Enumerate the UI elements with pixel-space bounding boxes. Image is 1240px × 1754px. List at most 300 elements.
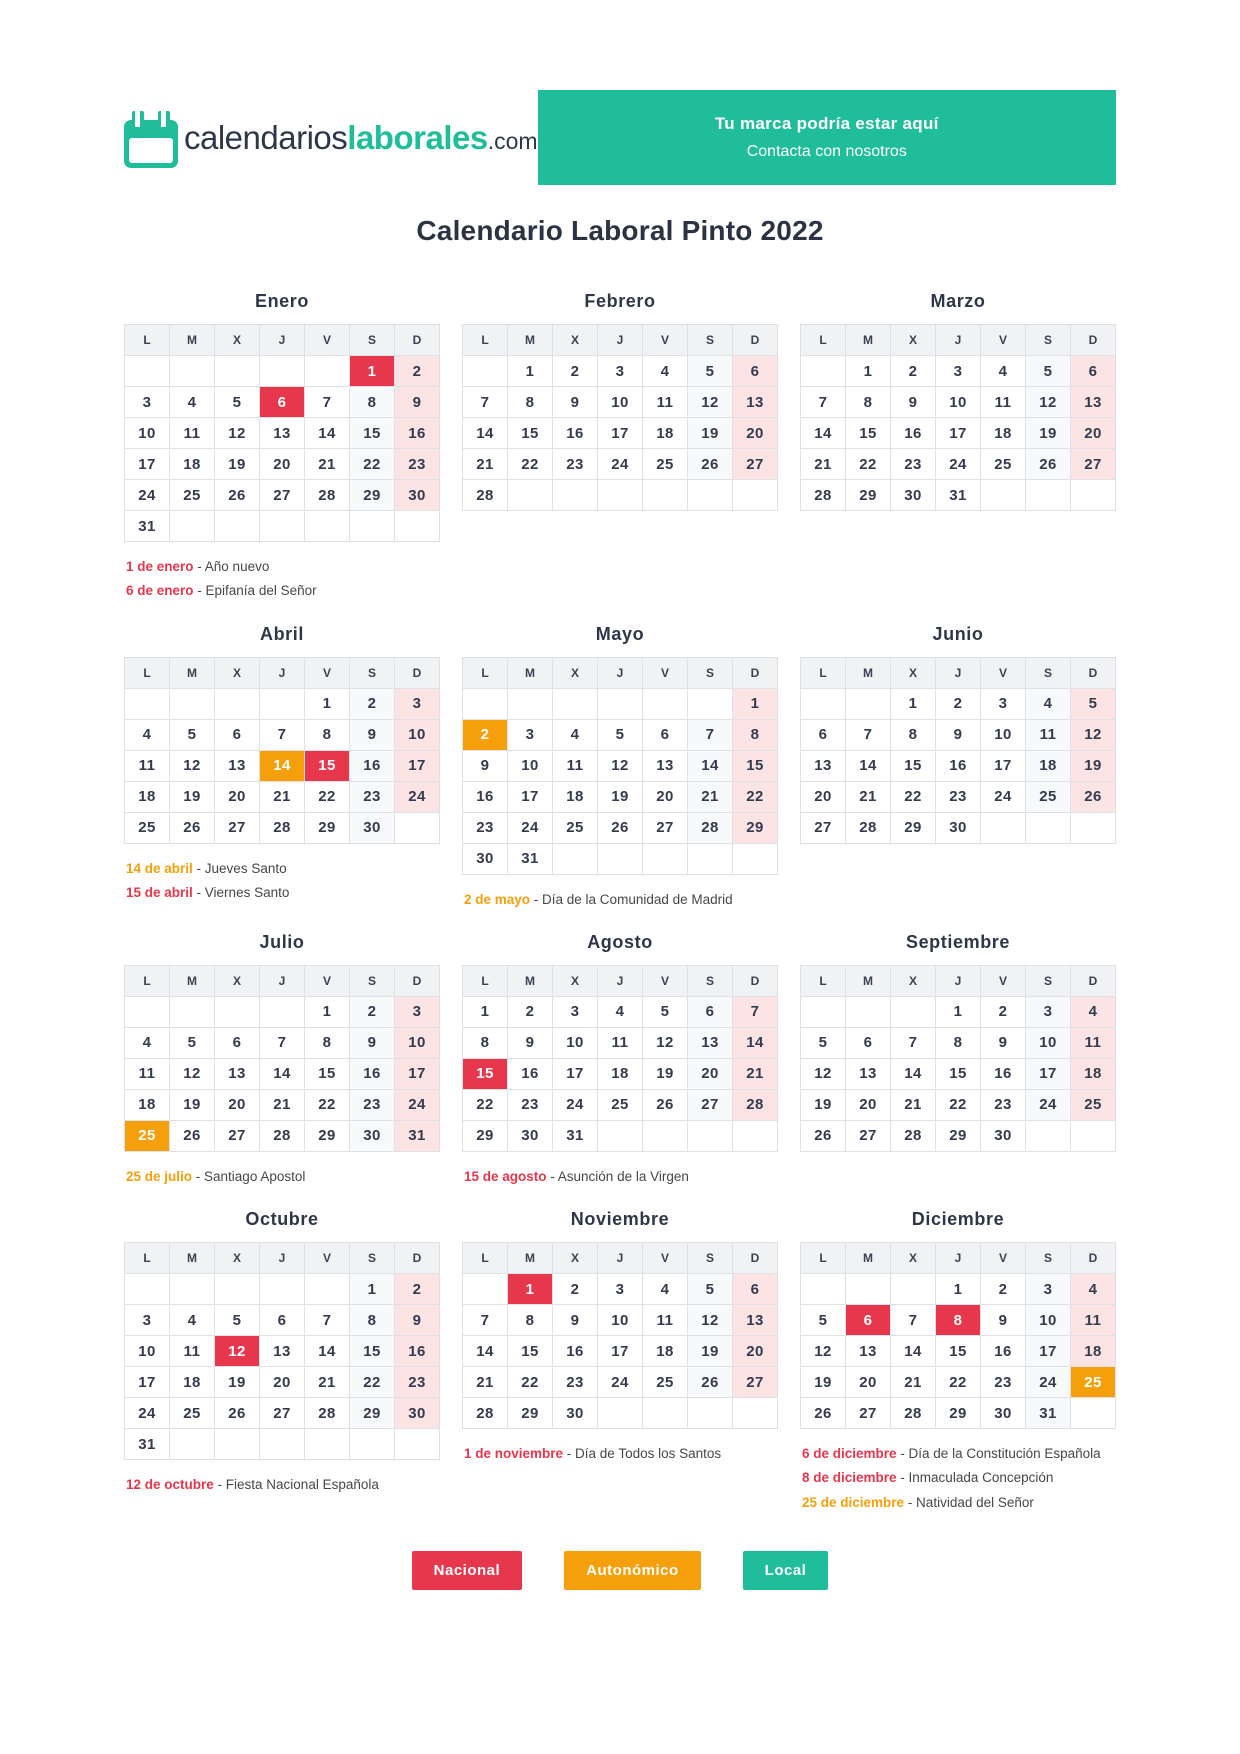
day-cell: 8	[463, 1027, 508, 1058]
day-cell: 16	[463, 781, 508, 812]
holiday-date: 15 de abril	[126, 884, 193, 900]
page	[124, 0, 1116, 1590]
week-row	[801, 750, 1116, 781]
ad-banner[interactable]	[538, 90, 1116, 185]
day-cell: 17	[553, 1058, 598, 1089]
day-cell: 13	[260, 1336, 305, 1367]
day-cell: 8	[733, 719, 778, 750]
day-cell: 29	[846, 480, 891, 511]
weekday-header: M	[508, 325, 553, 356]
day-cell: 11	[1026, 719, 1071, 750]
day-cell: 3	[1026, 996, 1071, 1027]
holiday-date: 6 de diciembre	[802, 1446, 897, 1462]
day-cell: 5	[598, 719, 643, 750]
day-cell: 4	[643, 1274, 688, 1305]
day-cell: 28	[260, 812, 305, 843]
day-cell: 9	[981, 1027, 1026, 1058]
logo-text	[184, 119, 538, 157]
week-row	[463, 812, 778, 843]
weekday-header: D	[395, 657, 440, 688]
logo-text-calendarios: calendarios	[184, 118, 348, 156]
day-cell: 14	[688, 750, 733, 781]
weekday-header: X	[553, 965, 598, 996]
weekday-header: S	[1026, 657, 1071, 688]
month-diciembre	[800, 1209, 1116, 1515]
week-row	[463, 1336, 778, 1367]
week-row	[125, 1274, 440, 1305]
day-cell-empty	[801, 688, 846, 719]
day-cell: 1	[733, 688, 778, 719]
week-row	[801, 387, 1116, 418]
weekday-header: M	[170, 657, 215, 688]
calendar-table	[800, 657, 1116, 844]
day-cell: 14	[733, 1027, 778, 1058]
day-cell: 3	[395, 996, 440, 1027]
site-logo[interactable]	[124, 108, 538, 168]
holiday-note	[126, 857, 440, 881]
day-cell: 9	[350, 1027, 395, 1058]
day-cell: 22	[463, 1089, 508, 1120]
calendar-table	[124, 657, 440, 844]
week-row	[463, 1274, 778, 1305]
day-cell: 5	[801, 1027, 846, 1058]
day-cell: 23	[981, 1367, 1026, 1398]
day-cell: 13	[1071, 387, 1116, 418]
month-septiembre	[800, 932, 1116, 1189]
day-cell-empty	[1026, 1120, 1071, 1151]
day-cell: 22	[936, 1089, 981, 1120]
week-row	[125, 781, 440, 812]
weekday-header: L	[463, 965, 508, 996]
day-cell: 22	[508, 449, 553, 480]
day-cell: 21	[260, 781, 305, 812]
day-cell: 12	[170, 1058, 215, 1089]
holiday-date: 12 de octubre	[126, 1477, 214, 1493]
day-cell: 12	[215, 418, 260, 449]
week-row	[125, 1120, 440, 1151]
weekday-header: L	[463, 325, 508, 356]
weekday-header: D	[1071, 657, 1116, 688]
week-row	[125, 812, 440, 843]
day-cell-empty	[733, 1398, 778, 1429]
week-row	[125, 356, 440, 387]
day-cell-empty	[305, 1274, 350, 1305]
day-cell: 27	[688, 1089, 733, 1120]
weekday-header: S	[350, 657, 395, 688]
weekday-header: V	[305, 1243, 350, 1274]
day-cell: 19	[801, 1089, 846, 1120]
day-cell: 19	[688, 1336, 733, 1367]
weekday-header: L	[801, 1243, 846, 1274]
day-cell-empty	[395, 511, 440, 542]
day-cell: 10	[936, 387, 981, 418]
legend-button-nacional[interactable]: Nacional	[412, 1551, 523, 1590]
week-row	[463, 387, 778, 418]
day-cell: 5	[170, 719, 215, 750]
day-cell-empty	[643, 843, 688, 874]
day-cell: 6	[260, 1305, 305, 1336]
day-cell: 4	[125, 1027, 170, 1058]
day-cell-empty	[463, 1274, 508, 1305]
day-cell: 18	[170, 1367, 215, 1398]
day-cell: 15	[891, 750, 936, 781]
day-cell: 11	[125, 1058, 170, 1089]
day-cell-empty	[260, 511, 305, 542]
weekday-header: L	[801, 325, 846, 356]
day-cell: 5	[215, 387, 260, 418]
day-cell: 15	[936, 1058, 981, 1089]
day-cell: 24	[1026, 1089, 1071, 1120]
day-cell: 10	[125, 1336, 170, 1367]
day-cell: 29	[733, 812, 778, 843]
day-cell: 25	[981, 449, 1026, 480]
day-cell: 20	[846, 1367, 891, 1398]
day-cell: 11	[1071, 1305, 1116, 1336]
legend-button-autonomico[interactable]: Autonómico	[564, 1551, 701, 1590]
day-cell: 31	[936, 480, 981, 511]
holiday-name: - Jueves Santo	[192, 860, 287, 876]
week-row	[463, 781, 778, 812]
day-cell: 9	[891, 387, 936, 418]
weekday-header: J	[598, 965, 643, 996]
weekday-header: S	[1026, 1243, 1071, 1274]
day-cell-empty	[643, 688, 688, 719]
day-cell: 30	[350, 1120, 395, 1151]
day-cell: 20	[215, 1089, 260, 1120]
week-row	[125, 480, 440, 511]
weekday-header-row	[801, 657, 1116, 688]
day-cell: 12	[1071, 719, 1116, 750]
day-cell: 21	[260, 1089, 305, 1120]
day-cell: 7	[260, 1027, 305, 1058]
week-row	[125, 1367, 440, 1398]
day-cell: 26	[598, 812, 643, 843]
day-cell: 23	[395, 1367, 440, 1398]
holiday-date: 8 de diciembre	[802, 1470, 897, 1486]
day-cell: 21	[688, 781, 733, 812]
day-cell: 10	[981, 719, 1026, 750]
day-cell-empty	[215, 1429, 260, 1460]
banner-contact-link[interactable]: Contacta con nosotros	[746, 143, 907, 160]
month-title: Marzo	[930, 291, 986, 311]
calendar-table	[800, 324, 1116, 511]
day-cell-empty	[260, 1274, 305, 1305]
day-cell-empty	[170, 996, 215, 1027]
week-row	[463, 1058, 778, 1089]
holiday-notes	[462, 1442, 778, 1466]
day-cell: 5	[688, 356, 733, 387]
day-cell-empty	[508, 480, 553, 511]
day-cell: 20	[260, 449, 305, 480]
day-cell: 23	[508, 1089, 553, 1120]
day-cell: 14	[846, 750, 891, 781]
month-enero	[124, 291, 440, 604]
day-cell: 8	[305, 1027, 350, 1058]
weekday-header-row	[125, 657, 440, 688]
day-cell: 5	[170, 1027, 215, 1058]
day-cell: 2	[395, 1274, 440, 1305]
day-cell: 16	[350, 1058, 395, 1089]
day-cell: 25	[170, 1398, 215, 1429]
day-cell-empty	[846, 996, 891, 1027]
day-cell: 8	[508, 1305, 553, 1336]
day-cell: 19	[1026, 418, 1071, 449]
day-cell: 3	[395, 688, 440, 719]
page-title: Calendario Laboral Pinto 2022	[416, 215, 824, 246]
month-title: Septiembre	[905, 931, 1011, 952]
day-cell: 1	[936, 1274, 981, 1305]
day-cell: 28	[733, 1089, 778, 1120]
day-cell-holiday-regional: 14	[260, 750, 305, 781]
weekday-header: M	[508, 657, 553, 688]
day-cell-empty	[125, 356, 170, 387]
weekday-header: L	[463, 657, 508, 688]
holiday-name: - Santiago Apostol	[192, 1168, 306, 1184]
day-cell: 23	[981, 1089, 1026, 1120]
day-cell: 3	[598, 1274, 643, 1305]
holiday-note	[802, 1466, 1116, 1490]
day-cell: 24	[125, 480, 170, 511]
day-cell: 6	[643, 719, 688, 750]
day-cell-empty	[395, 1429, 440, 1460]
weekday-header: S	[688, 965, 733, 996]
week-row	[463, 843, 778, 874]
logo-text-laborales: laborales	[347, 118, 488, 156]
day-cell: 23	[350, 781, 395, 812]
day-cell-holiday-national: 1	[508, 1274, 553, 1305]
day-cell: 16	[936, 750, 981, 781]
day-cell: 10	[125, 418, 170, 449]
day-cell-empty	[463, 356, 508, 387]
day-cell-empty	[260, 996, 305, 1027]
weekday-header: M	[846, 1243, 891, 1274]
day-cell-empty	[305, 356, 350, 387]
month-julio	[124, 932, 440, 1189]
week-row	[801, 688, 1116, 719]
weekday-header: D	[395, 1243, 440, 1274]
day-cell: 25	[125, 812, 170, 843]
week-row	[801, 1027, 1116, 1058]
week-row	[463, 1120, 778, 1151]
day-cell: 31	[1026, 1398, 1071, 1429]
day-cell: 23	[891, 449, 936, 480]
day-cell: 7	[305, 387, 350, 418]
day-cell: 4	[125, 719, 170, 750]
day-cell-empty	[733, 1120, 778, 1151]
holiday-note	[126, 1165, 440, 1189]
weekday-header: D	[733, 657, 778, 688]
day-cell: 20	[215, 781, 260, 812]
holiday-name: - Día de la Constitución Española	[896, 1446, 1101, 1462]
week-row	[125, 387, 440, 418]
day-cell: 20	[260, 1367, 305, 1398]
weekday-header: D	[1071, 1243, 1116, 1274]
day-cell: 26	[643, 1089, 688, 1120]
day-cell: 17	[936, 418, 981, 449]
day-cell: 3	[981, 688, 1026, 719]
day-cell: 13	[846, 1058, 891, 1089]
day-cell: 22	[305, 781, 350, 812]
day-cell: 26	[215, 1398, 260, 1429]
day-cell-empty	[260, 356, 305, 387]
day-cell: 4	[1026, 688, 1071, 719]
day-cell: 18	[643, 1336, 688, 1367]
day-cell: 19	[801, 1367, 846, 1398]
holiday-note	[464, 1165, 778, 1189]
day-cell: 3	[508, 719, 553, 750]
day-cell: 31	[395, 1120, 440, 1151]
day-cell: 18	[598, 1058, 643, 1089]
day-cell: 2	[891, 356, 936, 387]
day-cell-empty	[598, 480, 643, 511]
weekday-header: V	[981, 657, 1026, 688]
day-cell: 21	[891, 1089, 936, 1120]
day-cell: 24	[936, 449, 981, 480]
week-row	[463, 1398, 778, 1429]
day-cell: 8	[936, 1027, 981, 1058]
day-cell: 2	[395, 356, 440, 387]
day-cell: 22	[350, 449, 395, 480]
month-title: Junio	[932, 623, 984, 644]
day-cell: 11	[553, 750, 598, 781]
day-cell: 7	[801, 387, 846, 418]
holiday-date: 6 de enero	[126, 583, 194, 599]
day-cell: 8	[891, 719, 936, 750]
weekday-header: V	[643, 965, 688, 996]
day-cell: 18	[1071, 1336, 1116, 1367]
day-cell-empty	[598, 1398, 643, 1429]
day-cell-empty	[598, 843, 643, 874]
day-cell: 14	[801, 418, 846, 449]
day-cell-holiday-national: 15	[305, 750, 350, 781]
day-cell: 12	[801, 1058, 846, 1089]
day-cell: 19	[215, 1367, 260, 1398]
day-cell: 19	[1071, 750, 1116, 781]
day-cell: 24	[598, 1367, 643, 1398]
week-row	[125, 1336, 440, 1367]
week-row	[801, 1120, 1116, 1151]
month-title: Enero	[254, 291, 309, 311]
day-cell-holiday-national: 6	[260, 387, 305, 418]
day-cell: 1	[305, 996, 350, 1027]
day-cell-empty	[1071, 1120, 1116, 1151]
day-cell: 26	[1026, 449, 1071, 480]
week-row	[463, 1027, 778, 1058]
weekday-header: V	[981, 965, 1026, 996]
week-row	[125, 1058, 440, 1089]
day-cell-holiday-national: 1	[350, 356, 395, 387]
day-cell: 24	[1026, 1367, 1071, 1398]
month-title: Diciembre	[911, 1209, 1005, 1230]
day-cell: 2	[553, 356, 598, 387]
day-cell: 20	[733, 1336, 778, 1367]
day-cell: 29	[350, 480, 395, 511]
day-cell: 2	[508, 996, 553, 1027]
weekday-header: D	[395, 325, 440, 356]
day-cell: 12	[170, 750, 215, 781]
holiday-date: 15 de agosto	[464, 1168, 547, 1184]
day-cell: 11	[643, 387, 688, 418]
day-cell: 6	[1071, 356, 1116, 387]
day-cell: 6	[733, 1274, 778, 1305]
day-cell: 13	[260, 418, 305, 449]
weekday-header: J	[260, 965, 305, 996]
holiday-name: - Día de Todos los Santos	[563, 1446, 722, 1462]
day-cell: 22	[846, 449, 891, 480]
day-cell: 15	[508, 418, 553, 449]
day-cell: 24	[981, 781, 1026, 812]
calendar-table	[462, 324, 778, 511]
weekday-header: L	[801, 657, 846, 688]
day-cell: 30	[508, 1120, 553, 1151]
day-cell: 15	[305, 1058, 350, 1089]
weekday-header: S	[1026, 325, 1071, 356]
holiday-date: 25 de diciembre	[802, 1494, 905, 1510]
day-cell: 25	[553, 812, 598, 843]
day-cell: 2	[981, 996, 1026, 1027]
day-cell: 9	[936, 719, 981, 750]
weekday-header: V	[305, 965, 350, 996]
day-cell: 9	[553, 387, 598, 418]
day-cell: 14	[463, 1336, 508, 1367]
holiday-note	[464, 1442, 778, 1466]
day-cell: 31	[508, 843, 553, 874]
day-cell: 30	[395, 480, 440, 511]
day-cell: 27	[846, 1120, 891, 1151]
day-cell: 31	[125, 1429, 170, 1460]
day-cell-holiday-national: 6	[846, 1305, 891, 1336]
day-cell: 15	[350, 1336, 395, 1367]
day-cell: 4	[553, 719, 598, 750]
day-cell: 14	[891, 1336, 936, 1367]
weekday-header: V	[643, 325, 688, 356]
day-cell: 16	[350, 750, 395, 781]
weekday-header: J	[598, 325, 643, 356]
legend-button-local[interactable]: Local	[743, 1551, 829, 1590]
day-cell: 24	[395, 781, 440, 812]
weekday-header: M	[170, 325, 215, 356]
weekday-header-row	[125, 965, 440, 996]
day-cell: 30	[936, 812, 981, 843]
day-cell-holiday-national: 15	[463, 1058, 508, 1089]
week-row	[801, 781, 1116, 812]
day-cell: 6	[215, 719, 260, 750]
day-cell: 21	[463, 1367, 508, 1398]
day-cell-empty	[215, 688, 260, 719]
holiday-name: - Natividad del Señor	[904, 1494, 1034, 1510]
week-row	[801, 1274, 1116, 1305]
day-cell: 5	[643, 996, 688, 1027]
day-cell-empty	[598, 1120, 643, 1151]
day-cell: 23	[553, 449, 598, 480]
day-cell: 28	[260, 1120, 305, 1151]
day-cell-empty	[553, 688, 598, 719]
weekday-header: J	[598, 1243, 643, 1274]
day-cell-empty	[1026, 812, 1071, 843]
weekday-header: M	[508, 965, 553, 996]
day-cell: 16	[981, 1336, 1026, 1367]
day-cell: 16	[981, 1058, 1026, 1089]
day-cell: 16	[891, 418, 936, 449]
weekday-header: V	[305, 657, 350, 688]
calendar-table	[462, 965, 778, 1152]
day-cell: 9	[553, 1305, 598, 1336]
holiday-name: - Inmaculada Concepción	[896, 1470, 1054, 1486]
holiday-date: 2 de mayo	[464, 891, 531, 907]
day-cell-empty	[125, 1274, 170, 1305]
day-cell: 28	[463, 480, 508, 511]
month-junio	[800, 624, 1116, 912]
